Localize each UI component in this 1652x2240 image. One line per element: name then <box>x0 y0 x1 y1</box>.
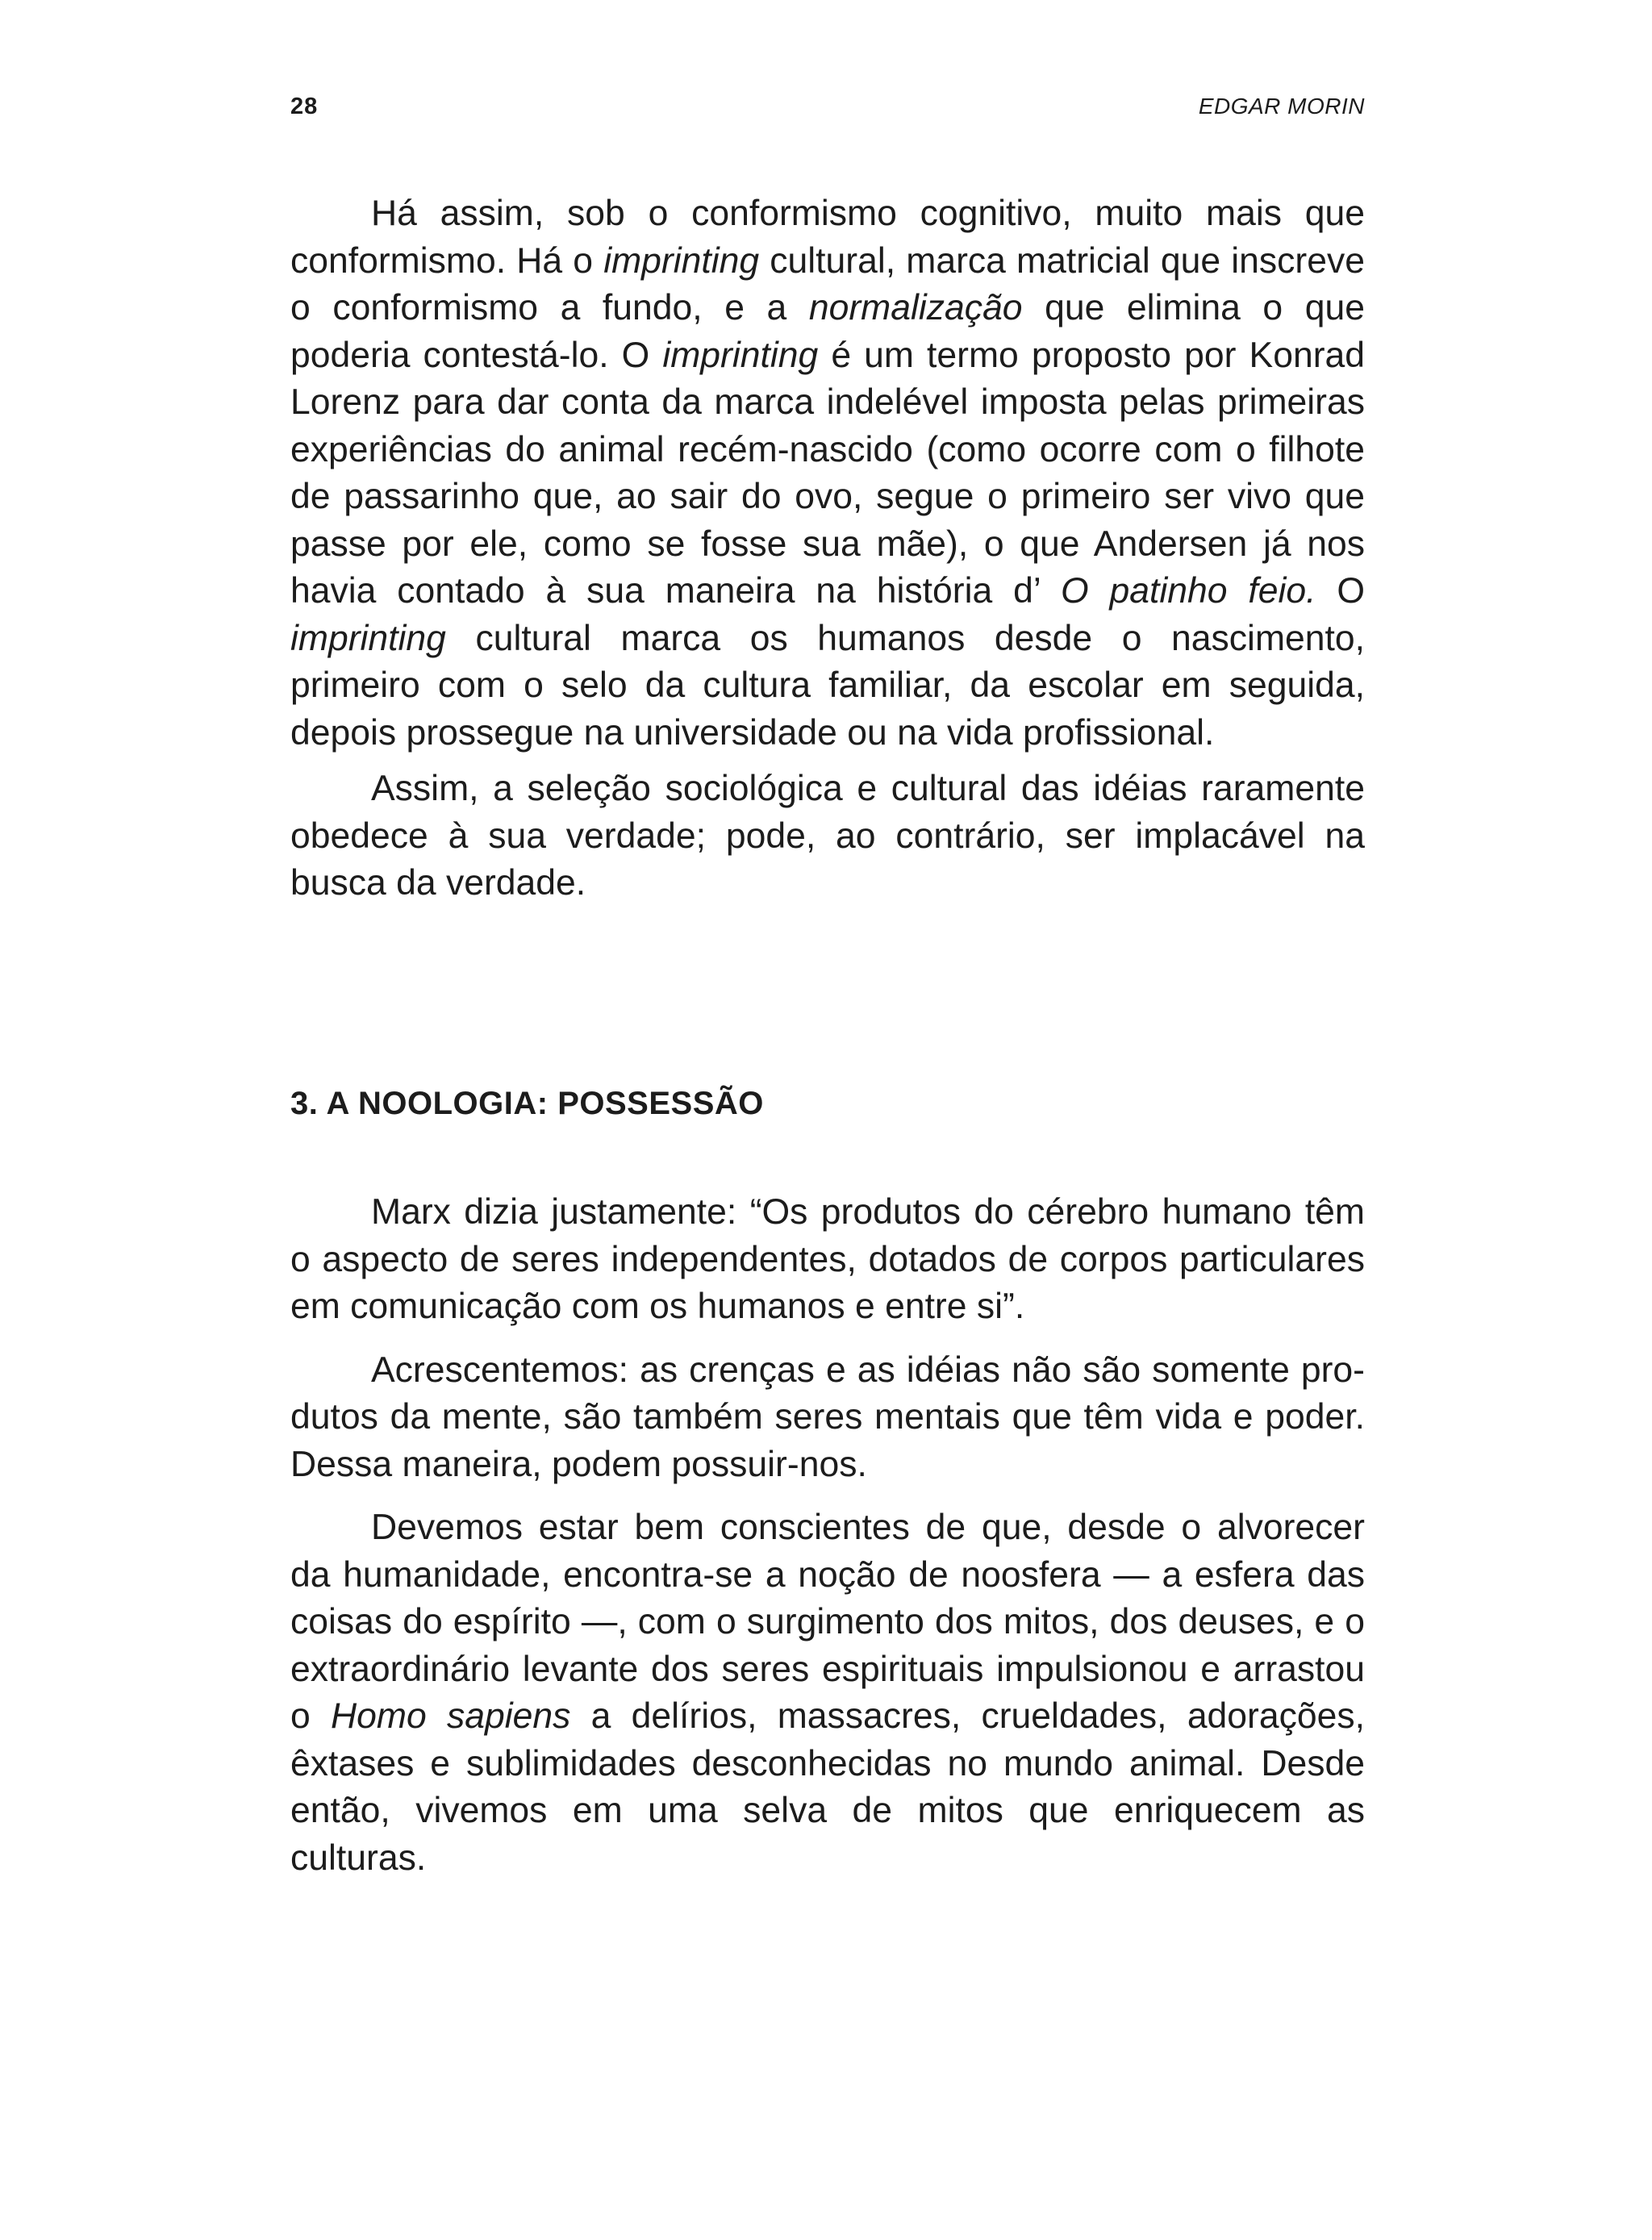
running-title: EDGAR MORIN <box>1198 94 1365 119</box>
paragraph <box>290 190 1365 757</box>
text-block-before-section <box>290 190 1365 907</box>
italic-term: O patinho feio. <box>1061 571 1316 611</box>
text-block-after-section <box>290 1189 1365 1882</box>
text-run: Assim, a seleção sociológica e cultural das idéias raramente obedece à sua verdade; pode, ao contrário, ser implacável na busca da verdade. <box>290 769 1365 903</box>
text-run: Marx dizia justamente: “Os produtos do cérebro humano têm o aspecto de seres independentes, dotados de corpos particulares em comunicação com os humanos e entre si”. <box>290 1192 1365 1326</box>
italic-term: Homo sapiens <box>331 1696 571 1736</box>
italic-term: imprinting <box>662 335 819 375</box>
text-run: Há assim, sob o conformismo cognitivo, muito mais que conformismo. Há o <box>290 194 1365 281</box>
paragraph <box>290 1189 1365 1331</box>
text-run: que elimina o que poderia contestá-lo. O <box>290 288 1365 375</box>
text-run: cultural marca os humanos desde o nascimento, primeiro com o selo da cultura familiar, da escolar em seguida, depois prossegue na universidade ou na vida profissional. <box>290 618 1365 753</box>
text-run: Devemos estar bem conscientes de que, desde o alvorecer da humanidade, encontra-se a noção de noosfera — a esfera das coisas do espírito —, com o surgimento dos mitos, dos deuses, e o extraordinário levante dos seres espirituais impulsionou e arrastou o <box>290 1508 1365 1736</box>
paragraph <box>290 1347 1365 1489</box>
text-run: é um termo proposto por Konrad Lorenz para dar conta da marca indelével imposta pelas primeiras experiências do animal recém-nascido (como ocorre com o filhote de passarinho que, ao sair do ovo, segue o primeiro ser vivo que passe por ele, como se fosse sua mãe), o que Andersen já nos havia contado à sua maneira na história d’ <box>290 335 1366 611</box>
italic-term: imprinting <box>290 618 446 658</box>
paragraph <box>290 1504 1365 1882</box>
italic-term: imprinting <box>603 240 760 281</box>
paragraph <box>290 765 1365 907</box>
text-run: cultural, marca matricial que inscreve o conformismo a fundo, e a <box>290 240 1365 327</box>
section-heading: 3. A NOOLOGIA: POSSESSÃO <box>290 1086 764 1121</box>
italic-term: normalização <box>808 288 1023 327</box>
text-run: a delírios, massacres, crueldades, adorações, êxtases e sublimidades desconhecidas no mundo animal. Desde então, vivemos em uma selva de mitos que enriquecem as culturas. <box>290 1696 1365 1878</box>
page-number: 28 <box>290 94 319 119</box>
text-run: Acrescentemos: as crenças e as idéias não são somente produtos da mente, são também seres mentais que têm vida e poder. Dessa maneira, podem possuir-nos. <box>290 1349 1365 1484</box>
running-head <box>290 94 1365 126</box>
text-run: O <box>1316 571 1365 611</box>
